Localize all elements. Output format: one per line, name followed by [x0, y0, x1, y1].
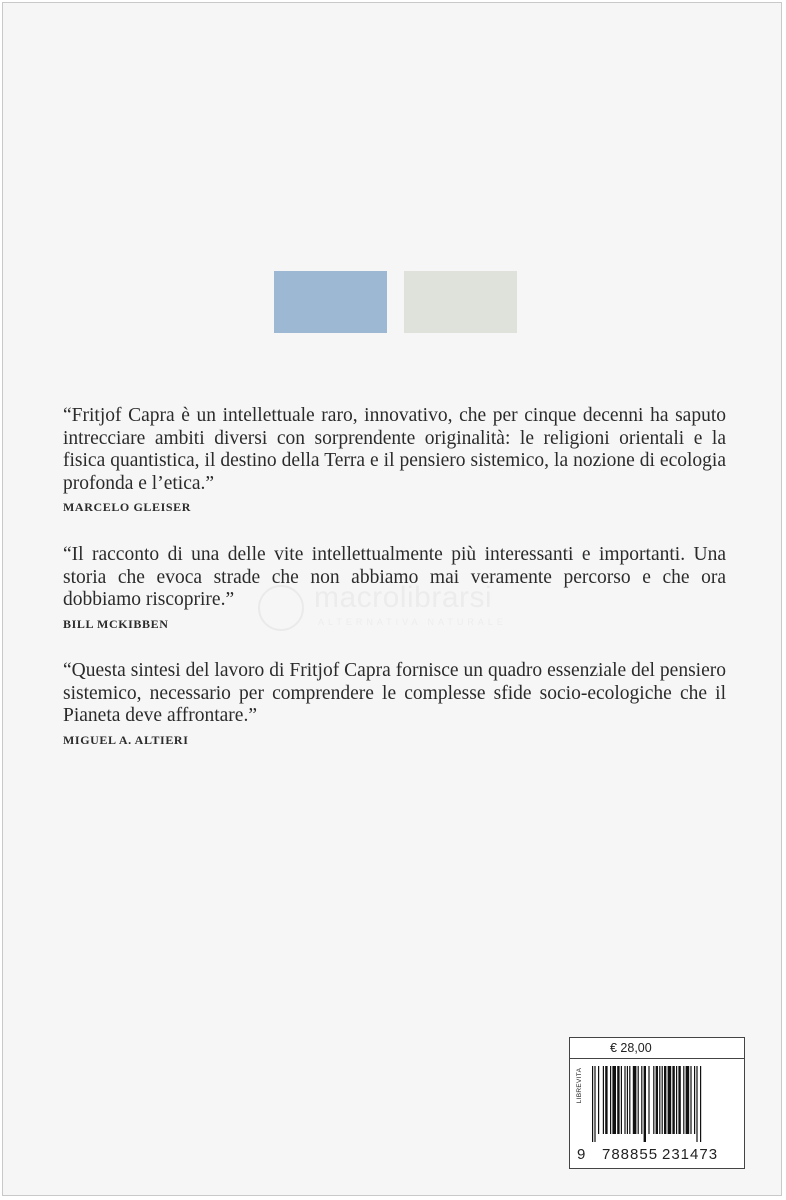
quote-text: “Questa sintesi del lavoro di Fritjof Capra fornisce un quadro essenziale del pensiero sistemico, necessario per comprendere le complesse sfide socio-ecologiche che il Pianeta deve affrontare.” — [63, 660, 726, 726]
quote-text: “Fritjof Capra è un intellettuale raro, innovativo, che per cinque decenni ha saputo intrecciare ambiti diversi con sorprendente originalità: le religioni orientali e la fisica quantistica, il destino della Terra e il pensiero sistemico, la nozione di ecologia profonda e l’etica.” — [63, 405, 726, 494]
blue-color-swatch — [274, 271, 387, 333]
barcode-bar — [627, 1066, 628, 1134]
barcode-bar — [621, 1066, 622, 1134]
quote-author: BILL MCKIBBEN — [63, 616, 169, 631]
barcode-bar — [617, 1066, 619, 1134]
book-back-cover — [2, 2, 782, 1196]
barcode-bar — [686, 1066, 690, 1134]
isbn-barcode — [590, 1066, 740, 1142]
barcode-bar — [592, 1066, 593, 1142]
barcode-bar — [641, 1066, 642, 1134]
barcode-bar — [605, 1066, 607, 1134]
quote-text: “Il racconto di una delle vite intellettualmente più interessanti e importanti. Una storia che evoca strade che non abbiamo mai veramente percorso e che ora dobbiamo riscoprire.” — [63, 544, 726, 610]
price-label: € 28,00 — [570, 1038, 744, 1059]
barcode-bar — [676, 1066, 677, 1134]
barcode-bar — [668, 1066, 672, 1134]
grey-color-swatch — [404, 271, 517, 333]
barcode-bar — [624, 1066, 625, 1134]
barcode-bar — [672, 1066, 674, 1134]
barcode-bar — [603, 1066, 604, 1134]
publisher-label: LIBREVITA — [576, 1067, 584, 1104]
quote-author: MARCELO GLEISER — [63, 500, 192, 514]
isbn-last-digits: 231473 — [662, 1146, 719, 1163]
barcode-bar — [610, 1066, 611, 1134]
barcode-bar — [664, 1066, 666, 1134]
quote-author: MIGUEL A. ALTIERI — [63, 732, 189, 747]
barcode-bar — [648, 1066, 649, 1134]
barcode-bar — [629, 1066, 630, 1134]
isbn-middle-digits: 788855 — [602, 1146, 659, 1163]
barcode-bar — [659, 1066, 660, 1134]
barcode-bar — [690, 1066, 691, 1134]
barcode-bar — [598, 1066, 599, 1134]
barcode-bar — [653, 1066, 654, 1134]
barcode-bar — [696, 1066, 697, 1142]
quote-block-altieri — [63, 660, 726, 748]
barcode-bar — [656, 1066, 658, 1134]
watermark-tagline: ALTERNATIVA NATURALE — [318, 617, 507, 627]
barcode-bar — [683, 1066, 684, 1134]
barcode-bar — [678, 1066, 680, 1134]
watermark-name: macrolibrarsi — [314, 581, 493, 614]
barcode-bar — [662, 1066, 663, 1134]
barcode-bar — [594, 1066, 595, 1142]
barcode-bar — [638, 1066, 639, 1134]
quote-block-gleiser — [63, 405, 726, 515]
quote-block-mckibben — [63, 544, 726, 632]
barcode-bar — [633, 1066, 637, 1134]
isbn-first-digit: 9 — [577, 1146, 586, 1163]
barcode-bar — [700, 1066, 701, 1142]
barcode-bar — [644, 1066, 646, 1142]
barcode-bar — [694, 1066, 695, 1134]
barcode-label — [569, 1037, 745, 1169]
barcode-bar — [612, 1066, 616, 1134]
